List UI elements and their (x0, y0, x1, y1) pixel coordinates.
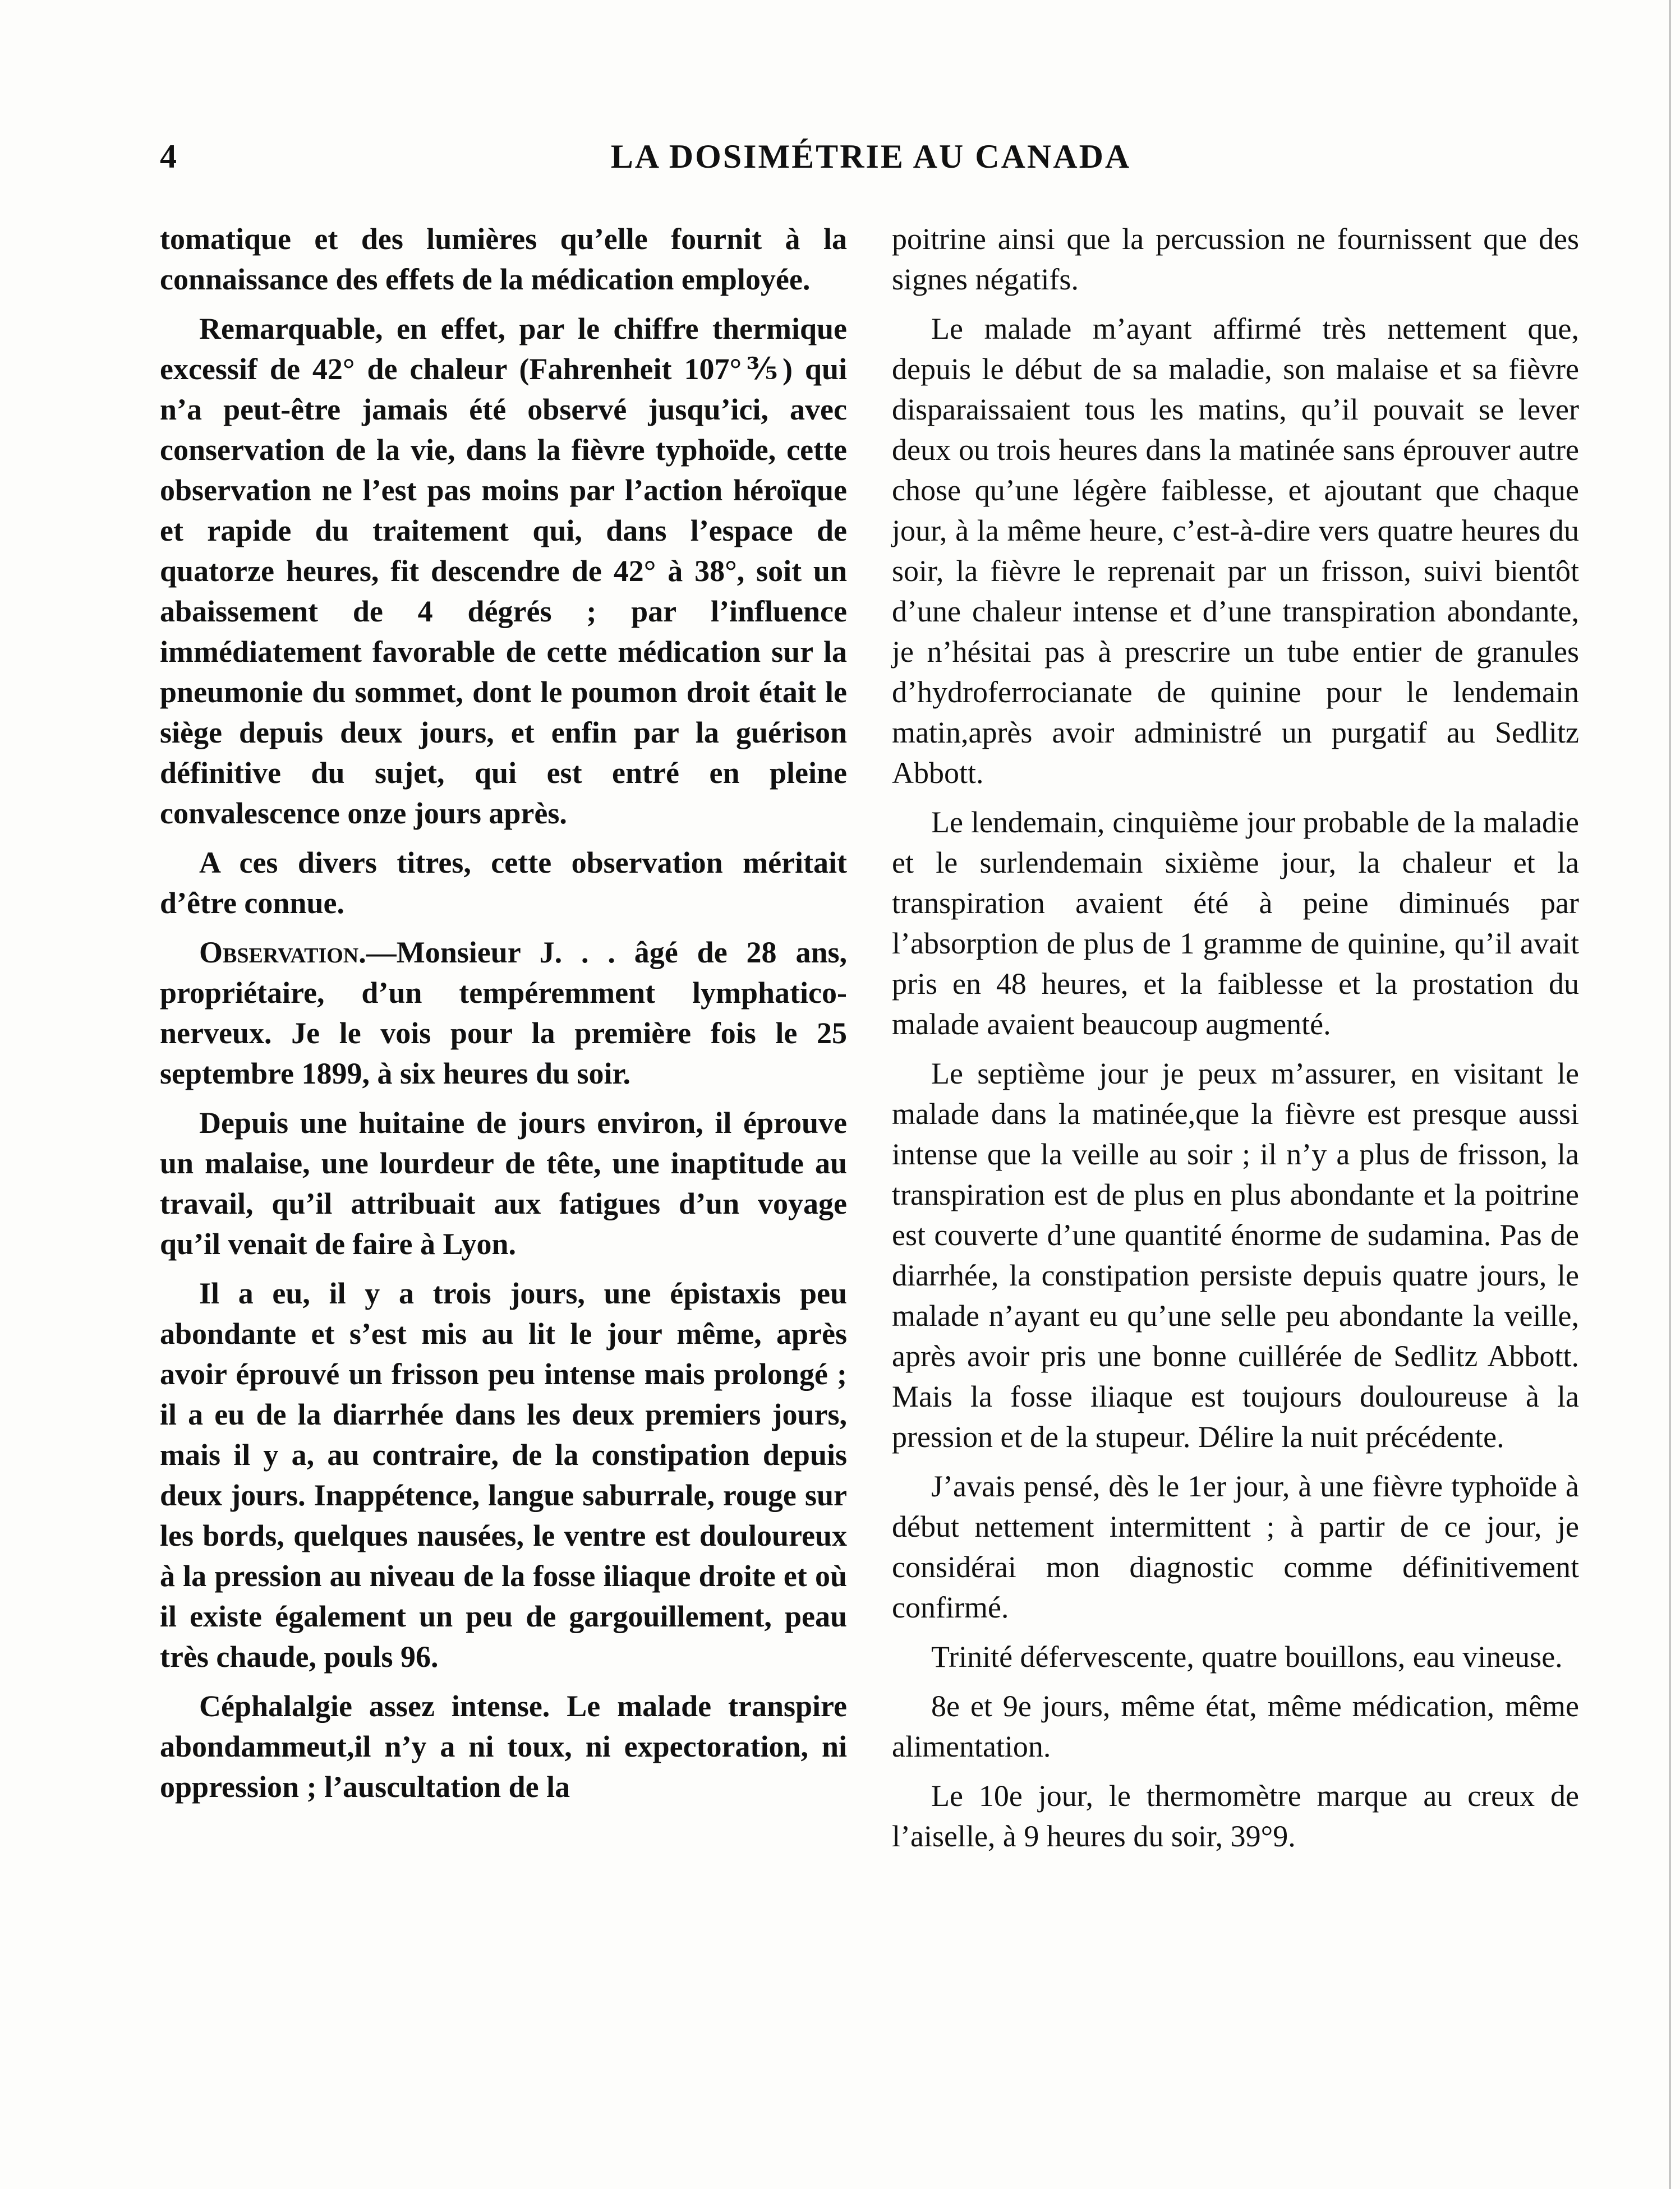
observation-text: —Monsieur J. . . âgé de 28 ans, propriétaire, d’un tempéremment lymphatico-nerveux. Je le vois pour la première fois le 25 septembre 1899, à six heures du soir. (160, 935, 847, 1090)
binding-edge-mark (1669, 0, 1671, 2189)
left-column (160, 219, 847, 1816)
paragraph: Céphalalgie assez intense. Le malade transpire abondammeut,il n’y a ni toux, ni expectoration, ni oppression ; l’auscultation de la (160, 1689, 847, 1804)
paragraph: Le septième jour je peux m’assurer, en visitant le malade dans la matinée,que la fièvre est presque aussi intense que la veille au soir ; il n’y a plus de frisson, la transpiration est de plus en plus abondante et la poitrine est couverte d’une quantité énorme de sudamina. Pas de diarrhée, la constipation persiste depuis quatre jours, le malade n’ayant eu qu’une selle peu abondante la veille, après avoir pris une bonne cuillérée de Sedlitz Abbott. Mais la fosse iliaque est toujours douloureuse à la pression et de la stupeur. Délire la nuit précédente. (892, 1057, 1579, 1454)
paragraph: Le lendemain, cinquième jour probable de la maladie et le surlendemain sixième jour, la chaleur et la transpiration avaient été à peine diminués par l’absorption de plus de 1 gramme de quinine, qu’il avait pris en 48 heures, et la faiblesse et la prostation du malade avaient beaucoup augmenté. (892, 805, 1579, 1041)
paragraph: poitrine ainsi que la percussion ne fournissent que des signes négatifs. (892, 222, 1579, 296)
paragraph: Il a eu, il y a trois jours, une épistaxis peu abondante et s’est mis au lit le jour même, après avoir éprouvé un frisson peu intense mais prolongé ; il a eu de la diarrhée dans les deux premiers jours, mais il y a, au contraire, de la constipation depuis deux jours. Inappétence, langue saburrale, rouge sur les bords, quelques nausées, le ventre est douloureux à la pression au niveau de la fosse iliaque droite et où il existe également un peu de gargouillement, peau très chaude, pouls 96. (160, 1276, 847, 1674)
running-title: LA DOSIMÉTRIE AU CANADA (610, 138, 1131, 175)
page-number: 4 (160, 138, 177, 175)
page-header (160, 137, 1582, 188)
paragraph: tomatique et des lumières qu’elle fournit à la connaissance des effets de la médication employée. (160, 222, 847, 296)
paragraph: Depuis une huitaine de jours environ, il éprouve un malaise, une lourdeur de tête, une inaptitude au travail, qu’il attribuait aux fatigues d’un voyage qu’il venait de faire à Lyon. (160, 1106, 847, 1261)
paragraph: Trinité défervescente, quatre bouillons, eau vineuse. (931, 1640, 1563, 1674)
paragraph: Remarquable, en effet, par le chiffre thermique excessif de 42° de chaleur (Fahrenheit 107°⅗) qui n’a peut-être jamais été observé jusqu’ici, avec conservation de la vie, dans la fièvre typhoïde, cette observation ne l’est pas moins par l’action héroïque et rapide du traitement qui, dans l’espace de quatorze heures, fit descendre de 42° à 38°, soit un abaissement de 4 dégrés ; par l’influence immédiatement favorable de cette médication sur la pneumonie du sommet, dont le poumon droit était le siège depuis deux jours, et enfin par la guérison définitive du sujet, qui est entré en pleine convalescence onze jours après. (160, 312, 847, 830)
paragraph: Le malade m’ayant affirmé très nettement que, depuis le début de sa maladie, son malaise et sa fièvre disparaissaient tous les matins, qu’il pouvait se lever deux ou trois heures dans la matinée sans éprouver autre chose qu’une légère faiblesse, et ajoutant que chaque jour, à la même heure, c’est-à-dire vers quatre heures du soir, la fièvre le reprenait par un frisson, suivi bientôt d’une chaleur intense et d’une transpiration abondante, je n’hésitai pas à prescrire un tube entier de granules d’hydroferrocianate de quinine pour le lendemain matin,après avoir administré un purgatif au Sedlitz Abbott. (892, 312, 1579, 790)
paragraph: J’avais pensé, dès le 1er jour, à une fièvre typhoïde à début nettement intermittent ; à partir de ce jour, je considérai mon diagnostic comme définitivement confirmé. (892, 1469, 1579, 1624)
paragraph: 8e et 9e jours, même état, même médication, même alimentation. (892, 1689, 1579, 1763)
paragraph: Le 10e jour, le thermomètre marque au creux de l’aiselle, à 9 heures du soir, 39°9. (892, 1779, 1579, 1853)
right-column (892, 219, 1579, 1865)
paragraph: A ces divers titres, cette observation méritait d’être connue. (160, 846, 847, 920)
observation-paragraph (160, 932, 847, 1094)
observation-heading: Observation. (199, 935, 366, 969)
